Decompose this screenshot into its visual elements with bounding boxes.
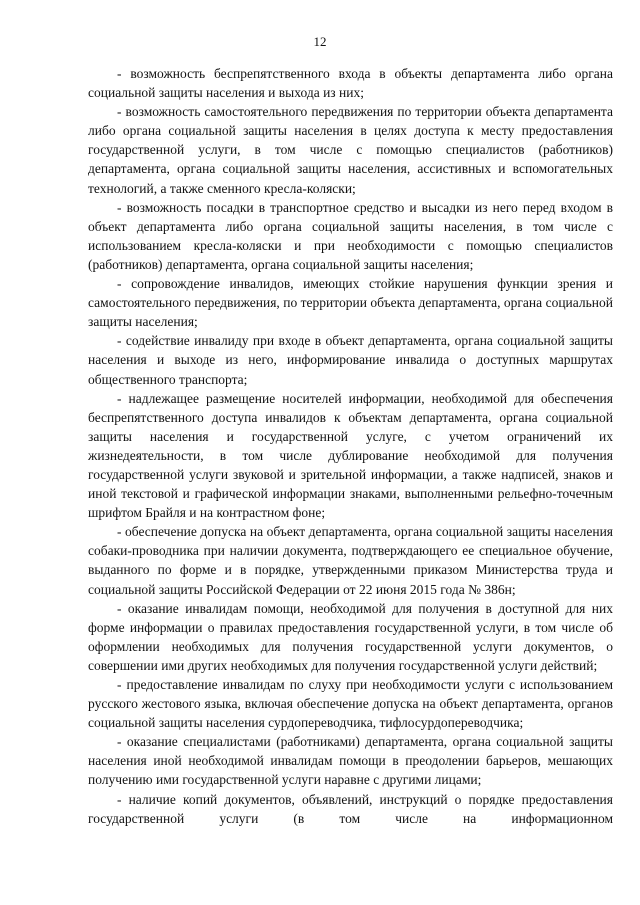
list-item-sign-language: - предоставление инвалидам по слуху при необходимости услуги с использованием русского жестового языка, включая обеспечение допуска на объект департамента, органов социальной защиты населения сурдопереводчика, тифлосурдопереводчика; <box>88 677 613 731</box>
list-item-information-assistance: - оказание инвалидам помощи, необходимой для получения в доступной для них форме информации о правилах предоставления государственной услуги, в том числе об оформлении необходимых для получения государственной услуги документов, о совершении ими других необходимых для получения государственной услуги действий; <box>88 600 613 673</box>
list-item-barrier-assistance: - оказание специалистами (работниками) департамента, органа социальной защиты населения иной необходимой инвалидам помощи в преодолении барьеров, мешающих получению ими государственной услуги наравне с другими лицами; <box>88 734 613 788</box>
list-item-information-placement: - надлежащее размещение носителей информации, необходимой для обеспечения беспрепятственного доступа инвалидов к объектам департамента, органа социальной защиты населения и государственной услуге, с учетом ограничений их жизнедеятельности, в том числе дублирование необходимой для получения государственной услуги звуковой и зрительной информации, а также надписей, знаков и иной текстовой и графической информации знаками, выполненными рельефно-точечным шрифтом Брайля и на контрастном фоне; <box>88 390 613 521</box>
page-body <box>88 64 613 828</box>
list-item-entry-assistance: - содействие инвалиду при входе в объект департамента, органа социальной защиты населения и выходе из него, информирование инвалида о доступных маршрутах общественного транспорта; <box>88 333 613 387</box>
list-item-guide-dog-admission: - обеспечение допуска на объект департамента, органа социальной защиты населения собаки-проводника при наличии документа, подтверждающего ее специальное обучение, выданного по форме и в порядке, утвержденными приказом Министерства труда и социальной защиты Российской Федерации от 22 июня 2015 года № 386н; <box>88 524 613 597</box>
list-item-document-copies: - наличие копий документов, объявлений, инструкций о порядке предоставления государственной услуги (в том числе на информационном <box>88 791 613 826</box>
list-item-independent-movement: - возможность самостоятельного передвижения по территории объекта департамента либо органа социальной защиты населения в целях доступа к месту предоставления государственной услуги, в том числе с помощью специалистов (работников) департамента, органа социальной защиты населения, ассистивных и вспомогательных технологий, а также сменного кресла-коляски; <box>88 104 613 196</box>
list-item-escort-vision-impaired: - сопровождение инвалидов, имеющих стойкие нарушения функции зрения и самостоятельного передвижения, по территории объекта департамента, органа социальной защиты населения; <box>88 276 613 330</box>
list-item-entrance-access: - возможность беспрепятственного входа в объекты департамента либо органа социальной защиты населения и выхода из них; <box>88 66 613 101</box>
page-number: 12 <box>313 34 327 49</box>
list-item-vehicle-boarding: - возможность посадки в транспортное средство и высадки из него перед входом в объект департамента либо органа социальной защиты населения, в том числе с использованием кресла-коляски и при необходимости с помощью специалистов (работников) департамента, органа социальной защиты населения; <box>88 199 613 272</box>
